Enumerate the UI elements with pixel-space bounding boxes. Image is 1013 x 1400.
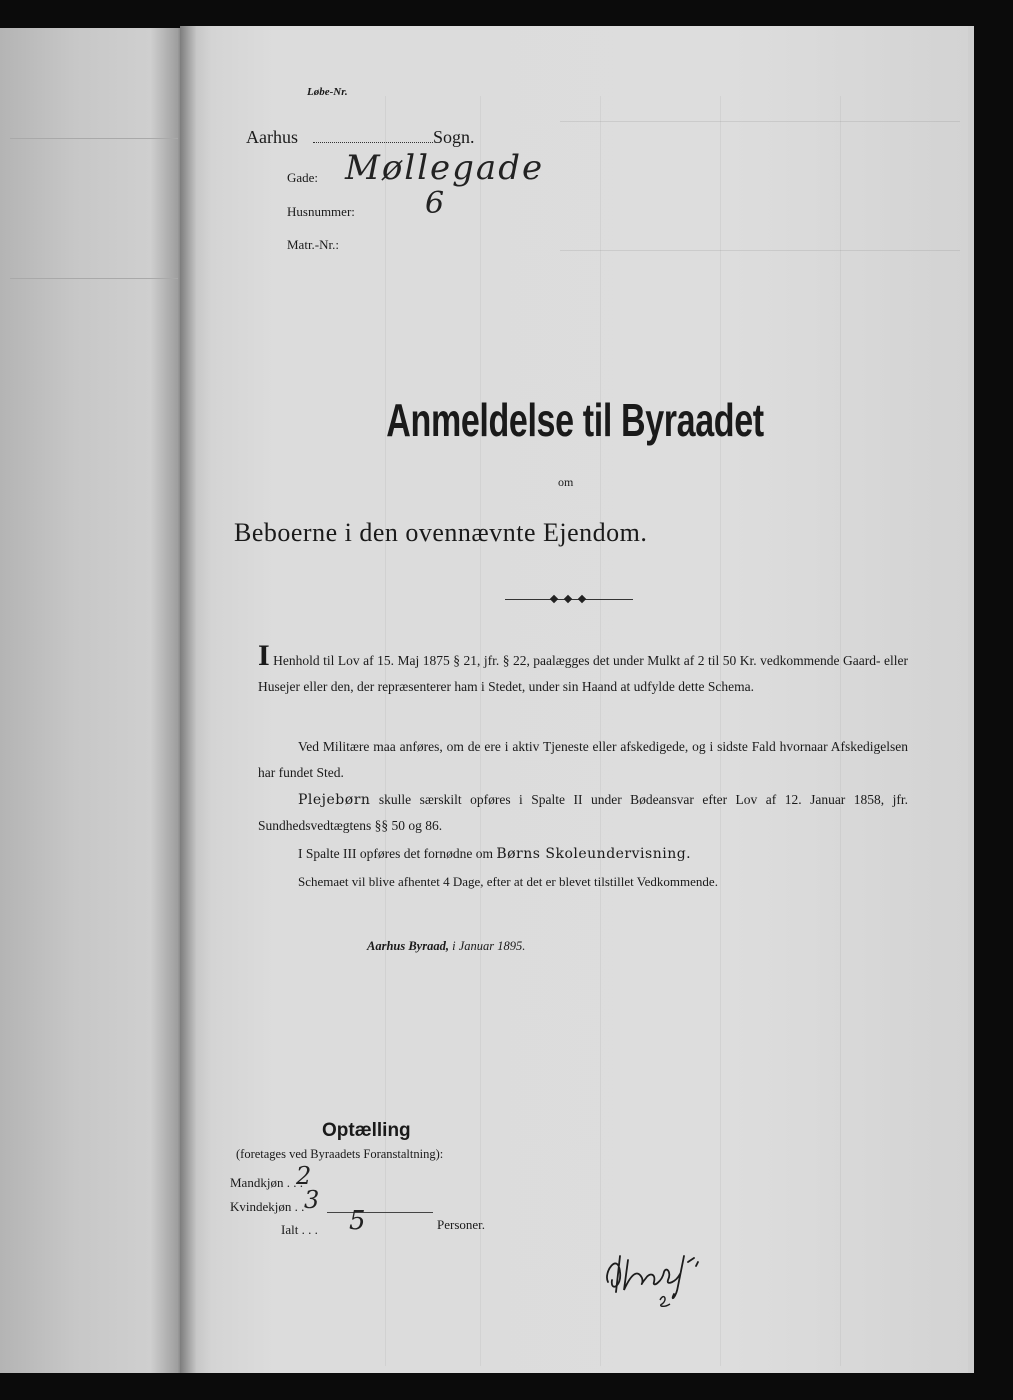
bleed-grid-line bbox=[480, 96, 481, 1366]
document-title bbox=[320, 393, 820, 447]
paragraph-text: skulle særskilt opføres i Spalte II under Bødeansvar efter Lov af 12. Januar 1858, jfr. Sundhedsvedtægtens §§ 50 og 86. bbox=[258, 792, 908, 833]
city-label: Aarhus bbox=[246, 127, 298, 147]
document-title-text: Anmeldelse til Byraadet bbox=[386, 394, 764, 446]
instruction-paragraph-3 bbox=[258, 787, 908, 839]
mandkjon-handwritten-value: 2 bbox=[296, 1162, 312, 1190]
husnummer-label: Husnummer: bbox=[287, 204, 355, 219]
lobe-nr-label: Løbe-Nr. bbox=[307, 86, 348, 98]
bleed-grid-line bbox=[560, 250, 960, 251]
signoff bbox=[367, 939, 525, 954]
left-page bbox=[0, 28, 188, 1373]
drop-initial: I bbox=[258, 639, 270, 672]
kvindekjon-sum-line bbox=[327, 1212, 433, 1213]
matr-nr-label: Matr.-Nr.: bbox=[287, 237, 339, 252]
husnummer-handwritten-value: 6 bbox=[425, 186, 445, 221]
instruction-paragraph-1 bbox=[258, 639, 908, 700]
left-page-rule bbox=[10, 278, 180, 279]
ialt-handwritten-value: 5 bbox=[349, 1206, 366, 1236]
paragraph-text: I Spalte III opføres det fornødne om bbox=[298, 846, 497, 861]
page-spine-shadow bbox=[180, 26, 196, 1373]
ialt-label: Ialt . . . bbox=[281, 1222, 318, 1237]
optaelling-subtitle: (foretages ved Byraadets Foranstaltning): bbox=[236, 1147, 444, 1161]
paragraph-text: Henhold til Lov af 15. Maj 1875 § 21, jfr. § 22, paalægges det under Mulkt af 2 til 50 Kr. vedkommende Gaard- eller Husejer eller den, der repræsenterer ham i Stedet, under sin Haand at udfylde dette Schema. bbox=[258, 653, 908, 694]
sogn-label: Sogn. bbox=[433, 127, 475, 147]
kvindekjon-label: Kvindekjøn . . bbox=[230, 1199, 305, 1214]
ornament-line bbox=[505, 599, 543, 600]
bleed-grid-line bbox=[840, 96, 841, 1366]
gade-label: Gade: bbox=[287, 170, 319, 185]
bleed-grid-line bbox=[600, 96, 601, 1366]
instruction-paragraph-5: Schemaet vil blive afhentet 4 Dage, efter at det er blevet tilstillet Vedkommende. bbox=[298, 874, 718, 889]
optaelling-title: Optælling bbox=[322, 1120, 411, 1141]
signoff-org: Aarhus Byraad, bbox=[367, 939, 449, 953]
bleed-grid-line bbox=[560, 121, 960, 122]
gade-handwritten-value: Møllegade bbox=[345, 148, 545, 188]
document-subtitle: Beboerne i den ovennævnte Ejendom. bbox=[234, 518, 648, 547]
mandkjon-label: Mandkjøn . . . bbox=[230, 1175, 303, 1190]
instruction-paragraph-2: Ved Militære maa anføres, om de ere i aktiv Tjeneste eller afskedigede, og i sidste Fald hvornaar Afskedigelsen har fundet Sted. bbox=[258, 739, 908, 780]
personer-label: Personer. bbox=[437, 1217, 486, 1232]
om-connector: om bbox=[558, 475, 574, 489]
bleed-grid-line bbox=[720, 96, 721, 1366]
kvindekjon-handwritten-value: 3 bbox=[304, 1186, 320, 1214]
signoff-date: i Januar 1895. bbox=[448, 939, 526, 953]
emphasis-skoleundervisning: Børns Skoleundervisning. bbox=[496, 846, 692, 862]
instruction-paragraph-4 bbox=[298, 841, 908, 867]
left-page-rule bbox=[10, 138, 180, 139]
ornament-line bbox=[595, 599, 633, 600]
bleed-grid-line bbox=[385, 96, 386, 1366]
handwritten-signature bbox=[598, 1242, 728, 1312]
ornament-divider bbox=[505, 599, 633, 601]
city-dotted-line bbox=[313, 141, 433, 143]
emphasis-plejeborn: Plejebørn bbox=[298, 792, 371, 808]
